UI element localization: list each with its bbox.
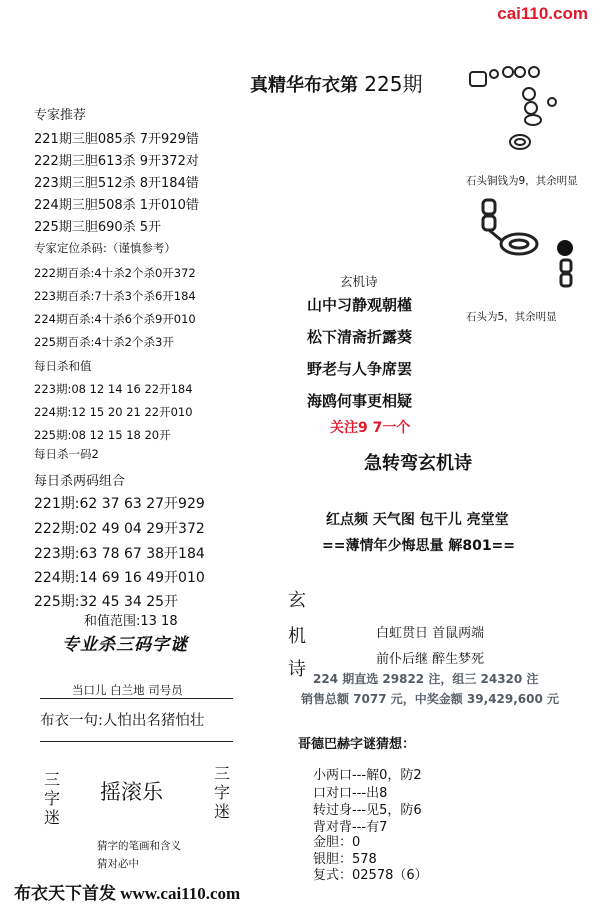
goedel-line: 复式：02578（6） — [313, 868, 428, 883]
position-kill-heading: 专家定位杀码:（谨慎参考） — [34, 241, 176, 255]
title-issue: 225期 — [364, 72, 423, 96]
goedel-line: 小两口---解0，防2 — [313, 768, 422, 783]
sales-line: 销售总额 7077 元，中奖金额 39,429,600 元 — [301, 692, 560, 706]
daily-sum-line: 223期:08 12 14 16 22开184 — [34, 382, 193, 396]
word-riddle-note: 猜对必中 — [97, 858, 139, 870]
goedel-line: 口对口---出8 — [313, 786, 388, 801]
expert-line: 223期三胆512杀 8开184错 — [34, 176, 199, 191]
goedel-line: 转过身---见5，防6 — [313, 803, 422, 818]
goedel-line: 银胆：578 — [313, 852, 377, 867]
title-main: 真精华布衣第 — [250, 75, 358, 96]
turn-poem-riddles: 红点频 天气图 包干儿 亮堂堂 — [326, 512, 509, 528]
divider — [40, 741, 233, 742]
buyi-sentence: 布衣一句:人怕出名猪怕壮 — [40, 713, 205, 729]
expert-line: 224期三胆508杀 1开010错 — [34, 198, 199, 213]
side-poem-line: 前仆后继 醉生梦死 — [376, 652, 485, 667]
expert-line: 225期三胆690杀 5开 — [34, 220, 162, 235]
page-title — [250, 68, 422, 97]
daily-sum-line: 224期:12 15 20 21 22开010 — [34, 405, 193, 419]
side-poem-vertical-2: 机 — [288, 626, 306, 647]
expert-line: 221期三胆085杀 7开929错 — [34, 132, 199, 147]
word-riddle-note: 猜字的笔画和含义 — [97, 840, 181, 852]
sum-range: 和值范围:13 18 — [84, 614, 178, 629]
position-kill-line: 222期百杀:4十杀2个杀0开372 — [34, 266, 196, 280]
turn-poem-heading: 急转弯玄机诗 — [364, 453, 472, 474]
daily-two-line: 222期:02 49 04 29开372 — [34, 521, 205, 537]
xuanji-poem-line: 野老与人争席罢 — [307, 360, 413, 378]
turn-poem-answer: ==薄情年少悔思量 解801== — [322, 538, 516, 554]
sales-line: 224 期直选 29822 注，组三 24320 注 — [313, 672, 539, 686]
stone-puzzle-illustration-1 — [462, 60, 580, 158]
position-kill-line: 224期百杀:4十杀6个杀9开010 — [34, 312, 196, 326]
divider — [40, 698, 233, 699]
xuanji-poem-heading: 玄机诗 — [340, 274, 378, 289]
goedel-line: 背对背---有7 — [313, 820, 388, 835]
xuanji-poem-line: 松下清斋折露葵 — [307, 328, 413, 346]
stone-puzzle-illustration-2 — [475, 198, 575, 296]
daily-two-line: 224期:14 69 16 49开010 — [34, 570, 205, 586]
expert-line: 222期三胆613杀 9开372对 — [34, 154, 199, 169]
stone-note: 石头铜钱为9，其余明显 — [466, 175, 578, 187]
word-riddle-left: 三字迷 — [43, 770, 60, 827]
side-poem-vertical-3: 诗 — [288, 659, 306, 680]
side-poem-line: 白虹贯日 首鼠两端 — [376, 626, 485, 641]
expert-heading: 专家推荐 — [34, 108, 87, 123]
daily-one: 每日杀一码2 — [34, 447, 99, 461]
daily-two-line: 223期:63 78 67 38开184 — [34, 546, 205, 562]
word-riddle-right: 三字迷 — [213, 764, 230, 821]
daily-sum-line: 225期:08 12 15 18 20开 — [34, 428, 171, 442]
daily-two-heading: 每日杀两码组合 — [34, 474, 126, 489]
daily-two-line: 225期:32 45 34 25开 — [34, 594, 179, 610]
goedel-heading: 哥德巴赫字谜猜想： — [298, 737, 416, 752]
site-logo: cai110.com — [497, 4, 588, 23]
focus-note: 关注9 7一个 — [330, 420, 411, 436]
word-riddle-center: 摇滚乐 — [100, 780, 163, 804]
xuanji-poem-line: 山中习静观朝槿 — [307, 296, 413, 314]
side-poem-vertical-1: 玄 — [288, 590, 306, 611]
footer-link[interactable]: 布衣天下首发 www.cai110.com — [14, 884, 241, 903]
daily-two-line: 221期:62 37 63 27开929 — [34, 496, 205, 512]
riddle-heading: 专业杀三码字谜 — [62, 635, 188, 654]
xuanji-poem-line: 海鸥何事更相疑 — [307, 392, 413, 410]
goedel-line: 金胆：0 — [313, 835, 361, 850]
position-kill-line: 225期百杀:4十杀2个杀3开 — [34, 335, 174, 349]
position-kill-line: 223期百杀:7十杀3个杀6开184 — [34, 289, 196, 303]
stone-note: 石头为5，其余明显 — [466, 311, 557, 323]
daily-sum-heading: 每日杀和值 — [34, 359, 92, 373]
riddle-line: 当口儿 白兰地 司号员 — [72, 683, 183, 697]
